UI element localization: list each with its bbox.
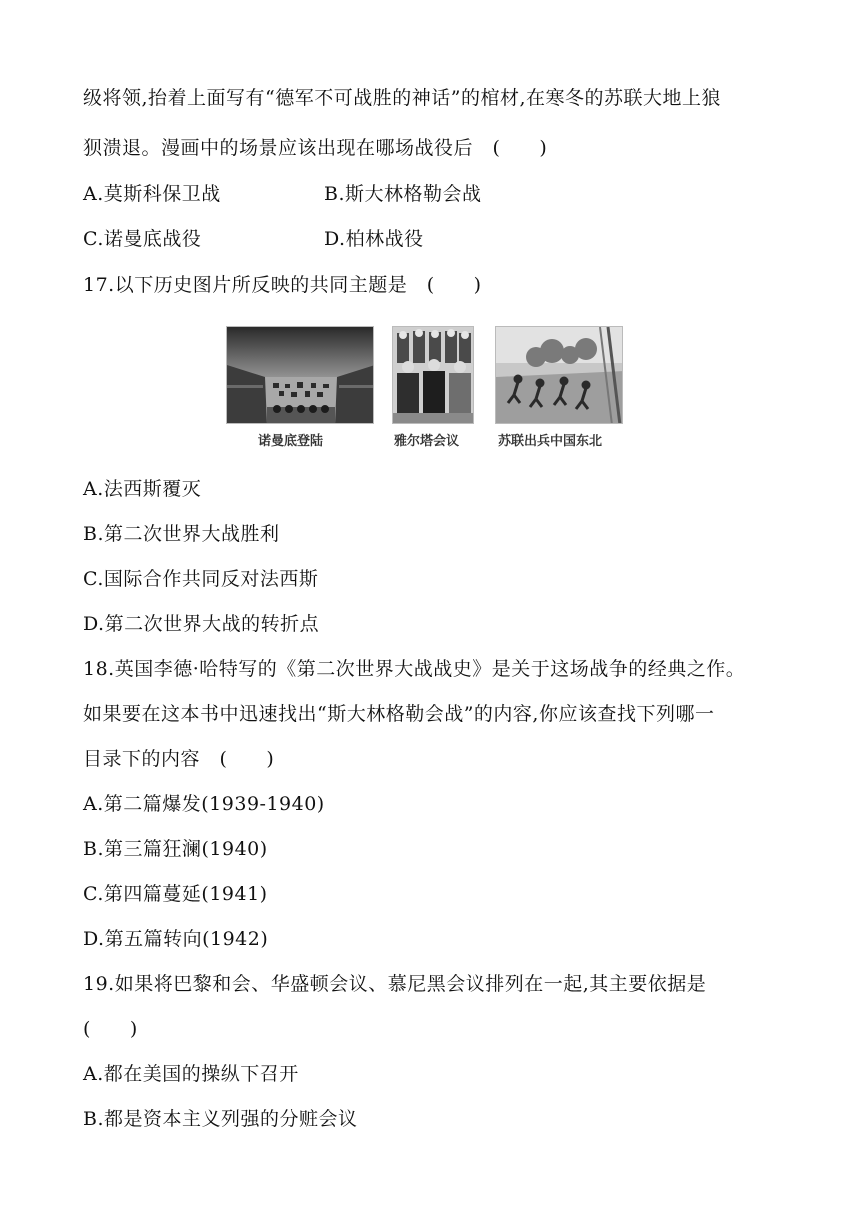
landing-craft-photo-icon bbox=[226, 326, 374, 424]
q16-option-d[interactable]: D.柏林战役 bbox=[324, 228, 424, 250]
q19-stem-line-1: 19.如果将巴黎和会、华盛顿会议、慕尼黑会议排列在一起,其主要依据是 bbox=[83, 973, 707, 995]
q17-option-a[interactable]: A.法西斯覆灭 bbox=[83, 478, 202, 500]
q18-option-a[interactable]: A.第二篇爆发(1939-1940) bbox=[83, 793, 325, 815]
q19-stem-line-2: ( ) bbox=[83, 1018, 138, 1040]
q16-text-line-2: 狈溃退。漫画中的场景应该出现在哪场战役后 ( ) bbox=[83, 137, 548, 159]
q19-option-a[interactable]: A.都在美国的操纵下召开 bbox=[83, 1063, 299, 1085]
q16-options-row-1 bbox=[83, 182, 482, 206]
conference-photo-icon bbox=[392, 326, 474, 424]
q19-option-b[interactable]: B.都是资本主义列强的分赃会议 bbox=[83, 1108, 358, 1130]
q17-option-b[interactable]: B.第二次世界大战胜利 bbox=[83, 523, 280, 545]
q16-options-row-2 bbox=[83, 227, 424, 251]
q18-stem-line-1: 18.英国李德·哈特写的《第二次世界大战战史》是关于这场战争的经典之作。 bbox=[83, 658, 746, 680]
q18-option-d[interactable]: D.第五篇转向(1942) bbox=[83, 928, 269, 950]
q16-text-line-1: 级将领,抬着上面写有“德军不可战胜的神话”的棺材,在寒冬的苏联大地上狼 bbox=[83, 87, 722, 109]
q18-stem-line-3: 目录下的内容 ( ) bbox=[83, 748, 275, 770]
q17-option-d[interactable]: D.第二次世界大战的转折点 bbox=[83, 613, 320, 635]
q16-option-c[interactable]: C.诺曼底战役 bbox=[83, 228, 202, 250]
q18-option-b[interactable]: B.第三篇狂澜(1940) bbox=[83, 838, 268, 860]
caption-normandy: 诺曼底登陆 bbox=[258, 434, 324, 449]
q16-option-b[interactable]: B.斯大林格勒会战 bbox=[324, 183, 482, 205]
soldiers-advancing-photo-icon bbox=[495, 326, 623, 424]
caption-yalta: 雅尔塔会议 bbox=[394, 434, 460, 449]
q17-option-c[interactable]: C.国际合作共同反对法西斯 bbox=[83, 568, 319, 590]
caption-soviet-northeast: 苏联出兵中国东北 bbox=[498, 434, 603, 449]
q17-stem: 17.以下历史图片所反映的共同主题是 ( ) bbox=[83, 274, 482, 296]
q18-stem-line-2: 如果要在这本书中迅速找出“斯大林格勒会战”的内容,你应该查找下列哪一 bbox=[83, 703, 715, 725]
q18-option-c[interactable]: C.第四篇蔓延(1941) bbox=[83, 883, 268, 905]
q16-option-a[interactable]: A.莫斯科保卫战 bbox=[83, 183, 221, 205]
